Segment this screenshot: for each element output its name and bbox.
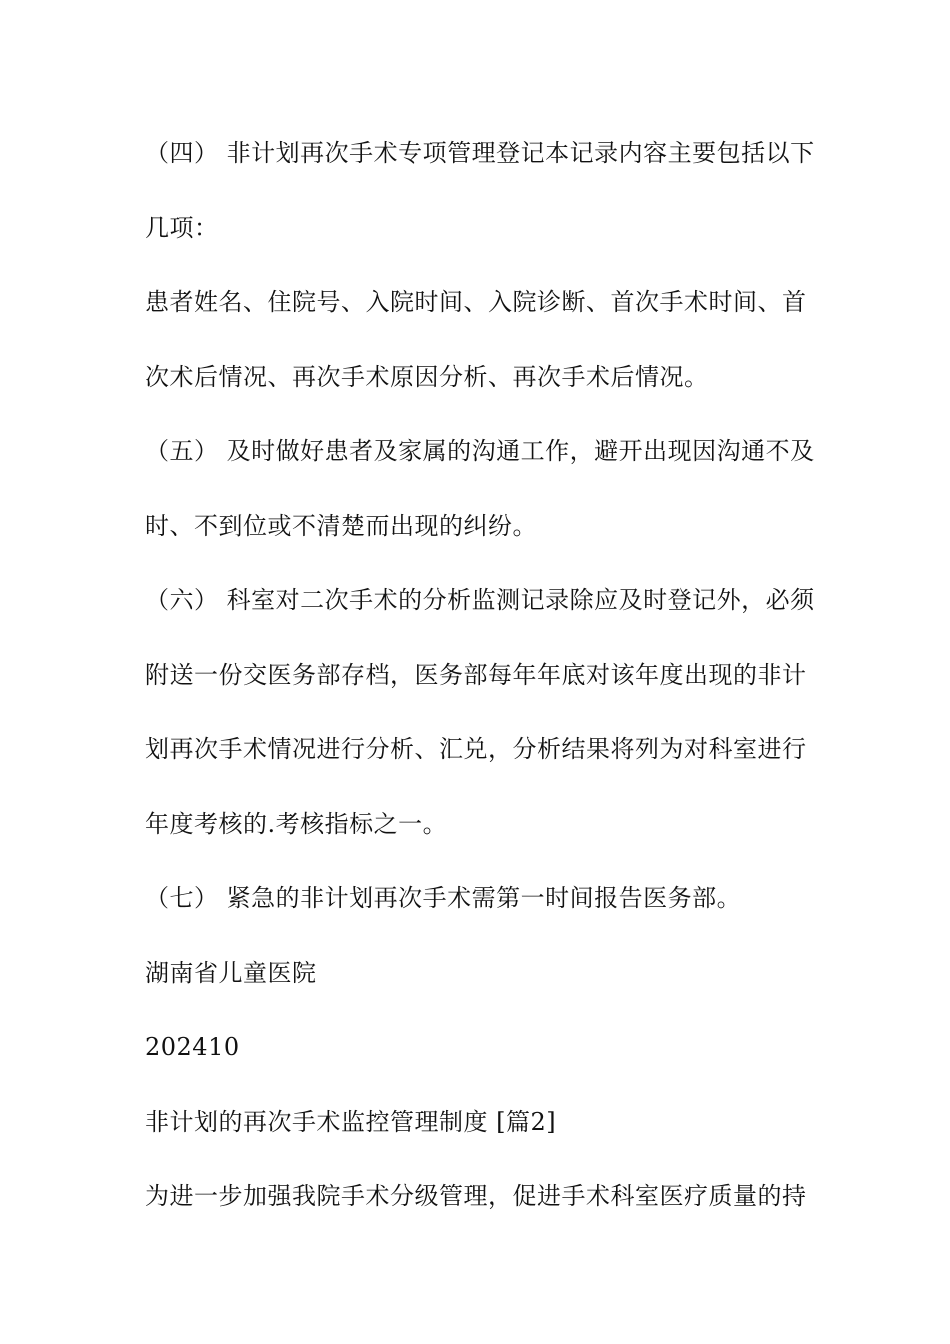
paragraph-7-line-1: （七） 紧急的非计划再次手术需第一时间报告医务部。 (145, 884, 742, 912)
paragraph-4-detail-line-1: 患者姓名、住院号、入院时间、入院诊断、首次手术时间、首 (145, 288, 807, 316)
paragraph-4-line-1: （四） 非计划再次手术专项管理登记本记录内容主要包括以下 (145, 139, 815, 167)
paragraph-6-line-3: 划再次手术情况进行分析、汇兑，分析结果将列为对科室进行 (145, 735, 807, 763)
section-title: 非计划的再次手术监控管理制度 [篇2] (145, 1108, 557, 1136)
section-intro-line-1: 为进一步加强我院手术分级管理，促进手术科室医疗质量的持 (145, 1182, 807, 1210)
paragraph-5-line-1: （五） 及时做好患者及家属的沟通工作，避开出现因沟通不及 (145, 437, 815, 465)
paragraph-6-line-1: （六） 科室对二次手术的分析监测记录除应及时登记外，必须 (145, 586, 815, 614)
paragraph-6-line-2: 附送一份交医务部存档，医务部每年年底对该年度出现的非计 (145, 661, 807, 689)
paragraph-4-detail-line-2: 次术后情况、再次手术原因分析、再次手术后情况。 (145, 363, 709, 391)
document-date: 202410 (145, 1033, 240, 1061)
paragraph-6-line-4: 年度考核的.考核指标之一。 (145, 810, 448, 838)
paragraph-5-line-2: 时、不到位或不清楚而出现的纠纷。 (145, 512, 537, 540)
paragraph-4-line-2: 几项： (145, 214, 219, 242)
hospital-name: 湖南省儿童医院 (145, 959, 317, 987)
